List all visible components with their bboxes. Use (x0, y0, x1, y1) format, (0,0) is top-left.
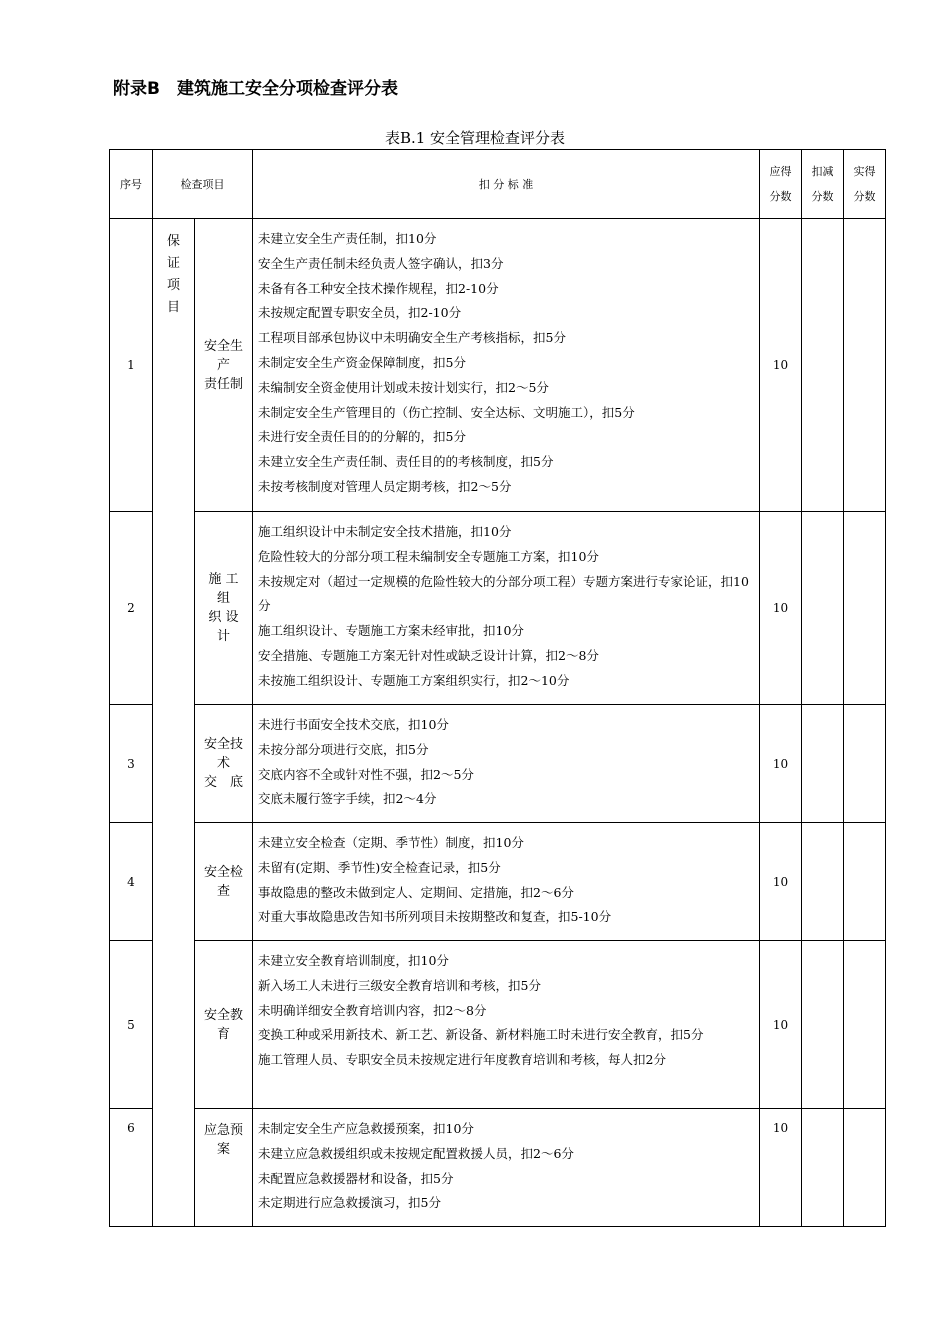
row-deduct-points[interactable] (802, 941, 844, 1109)
criterion: 对重大事故隐患改告知书所列项目未按期整改和复查，扣5-10分 (258, 909, 612, 925)
header-due-line2: 分数 (769, 190, 792, 203)
table-row (110, 705, 886, 823)
criterion: 事故隐患的整改未做到定人、定期间、定措施，扣2～6分 (258, 884, 574, 900)
row-deduct-points[interactable] (802, 705, 844, 823)
criterion: 未编制安全资金使用计划或未按计划实行，扣2～5分 (258, 379, 549, 395)
row-actual-points[interactable] (844, 705, 886, 823)
item-line: 施 工 (208, 572, 239, 587)
category-line: 保 (166, 234, 180, 249)
header-actual-line1: 实得 (853, 165, 876, 178)
row-seq: 6 (110, 1109, 153, 1227)
criterion: 未按施工组织设计、专题施工方案组织实行，扣2～10分 (258, 672, 570, 688)
item-line: 交 底 (203, 775, 243, 790)
row-due-points: 10 (760, 705, 802, 823)
criterion: 施工管理人员、专职安全员未按规定进行年度教育培训和考核，每人扣2分 (258, 1052, 666, 1068)
item-line: 安全检 (203, 864, 243, 880)
table-row (110, 941, 886, 1109)
table-row (110, 512, 886, 705)
header-deduct-line2: 分数 (811, 190, 834, 203)
header-due-line1: 应得 (769, 165, 792, 178)
row-seq: 3 (110, 705, 153, 823)
row-deduct-points[interactable] (802, 1109, 844, 1227)
row-due-points: 10 (760, 1109, 802, 1227)
criterion: 未按考核制度对管理人员定期考核，扣2～5分 (258, 478, 512, 494)
row-criteria (253, 823, 760, 941)
row-seq: 2 (110, 512, 153, 705)
criterion: 交底未履行签字手续，扣2～4分 (258, 791, 437, 807)
row-due-points: 10 (760, 512, 802, 705)
row-seq: 5 (110, 941, 153, 1109)
row-seq: 1 (110, 219, 153, 512)
criterion: 安全措施、专题施工方案无针对性或缺乏设计计算，扣2～8分 (258, 647, 599, 663)
criterion: 未定期进行应急救援演习，扣5分 (258, 1195, 441, 1211)
table-row (110, 1109, 886, 1227)
header-actual-points (844, 150, 886, 219)
criterion: 施工组织设计、专题施工方案未经审批，扣10分 (258, 623, 524, 639)
criterion: 未建立安全生产责任制、责任目的的考核制度，扣5分 (258, 454, 554, 470)
criterion: 危险性较大的分部分项工程未编制安全专题施工方案，扣10分 (258, 548, 599, 564)
criterion: 安全生产责任制未经负责人签字确认，扣3分 (258, 255, 504, 271)
criterion: 未明确详细安全教育培训内容，扣2～8分 (258, 1002, 487, 1018)
row-check-item (195, 512, 253, 705)
header-due-points (760, 150, 802, 219)
item-line: 育 (216, 1026, 230, 1042)
item-line: 查 (216, 883, 230, 899)
row-deduct-points[interactable] (802, 219, 844, 512)
criterion: 未建立应急救援组织或未按规定配置救援人员，扣2～6分 (258, 1145, 574, 1161)
header-row (110, 150, 886, 219)
item-line: 术 (216, 756, 230, 771)
header-deduct-line1: 扣减 (811, 165, 834, 178)
row-due-points: 10 (760, 823, 802, 941)
item-line: 安全生 (203, 338, 243, 354)
criterion: 变换工种或采用新技术、新工艺、新设备、新材料施工时未进行安全教育，扣5分 (258, 1027, 704, 1043)
row-actual-points[interactable] (844, 823, 886, 941)
header-deduct-points (802, 150, 844, 219)
criterion: 未制定安全生产管理目的（伤亡控制、安全达标、文明施工），扣5分 (258, 404, 635, 420)
row-due-points: 10 (760, 219, 802, 512)
row-criteria (253, 1109, 760, 1227)
criterion: 未制定安全生产应急救援预案，扣10分 (258, 1121, 474, 1136)
appendix-heading: 附录B 建筑施工安全分项检查评分表 (113, 79, 398, 99)
criterion: 未进行安全责任目的的分解的，扣5分 (258, 429, 466, 445)
row-check-item (195, 1109, 253, 1227)
criterion: 未按规定对（超过一定规模的危险性较大的分部分项工程）专题方案进行专家论证，扣10分 (258, 573, 749, 614)
category-guarantee-items (153, 219, 195, 1227)
header-check-item: 检查项目 (153, 150, 253, 219)
criterion: 新入场工人未进行三级安全教育培训和考核，扣5分 (258, 977, 541, 993)
row-check-item (195, 219, 253, 512)
row-actual-points[interactable] (844, 219, 886, 512)
row-check-item (195, 941, 253, 1109)
item-line: 计 (216, 629, 230, 644)
criterion: 未备有各工种安全技术操作规程，扣2-10分 (258, 280, 499, 296)
row-due-points: 10 (760, 941, 802, 1109)
row-criteria (253, 219, 760, 512)
table-caption: 表B.1 安全管理检查评分表 (384, 129, 566, 147)
row-criteria (253, 705, 760, 823)
item-line: 织 设 (208, 610, 239, 625)
criterion: 未建立安全生产责任制，扣10分 (258, 231, 437, 246)
criterion: 工程项目部承包协议中未明确安全生产考核指标，扣5分 (258, 330, 566, 346)
row-seq: 4 (110, 823, 153, 941)
criterion: 未按分部分项进行交底，扣5分 (258, 741, 429, 757)
table-row (110, 823, 886, 941)
criterion: 未按规定配置专职安全员，扣2-10分 (258, 305, 462, 321)
item-line: 安全技 (203, 737, 243, 752)
criterion: 施工组织设计中未制定安全技术措施，扣10分 (258, 524, 512, 539)
row-criteria (253, 941, 760, 1109)
header-actual-line2: 分数 (853, 190, 876, 203)
criterion: 未制定安全生产资金保障制度，扣5分 (258, 354, 466, 370)
item-line: 组 (216, 591, 230, 606)
row-check-item (195, 823, 253, 941)
criterion: 未建立安全检查（定期、季节性）制度，扣10分 (258, 835, 524, 850)
criterion: 未进行书面安全技术交底，扣10分 (258, 717, 449, 732)
item-line: 应急预 (203, 1123, 243, 1138)
criterion: 未配置应急救援器材和设备，扣5分 (258, 1170, 454, 1186)
header-criteria: 扣 分 标 准 (253, 150, 760, 219)
criterion: 未留有(定期、季节性)安全检查记录，扣5分 (258, 859, 501, 875)
criterion: 未建立安全教育培训制度，扣10分 (258, 953, 449, 968)
item-line: 产 (216, 357, 230, 373)
item-line: 责任制 (203, 376, 243, 392)
item-line: 安全教 (203, 1007, 243, 1023)
item-line: 案 (216, 1142, 230, 1157)
row-actual-points[interactable] (844, 512, 886, 705)
header-seq: 序号 (110, 150, 153, 219)
row-actual-points[interactable] (844, 941, 886, 1109)
row-deduct-points[interactable] (802, 823, 844, 941)
safety-management-score-table (109, 149, 886, 1227)
category-line: 项 (166, 278, 180, 293)
category-line: 证 (166, 256, 180, 271)
row-deduct-points[interactable] (802, 512, 844, 705)
table-row (110, 219, 886, 512)
row-actual-points[interactable] (844, 1109, 886, 1227)
row-check-item (195, 705, 253, 823)
row-criteria (253, 512, 760, 705)
category-line: 目 (166, 300, 180, 315)
criterion: 交底内容不全或针对性不强，扣2～5分 (258, 766, 474, 782)
